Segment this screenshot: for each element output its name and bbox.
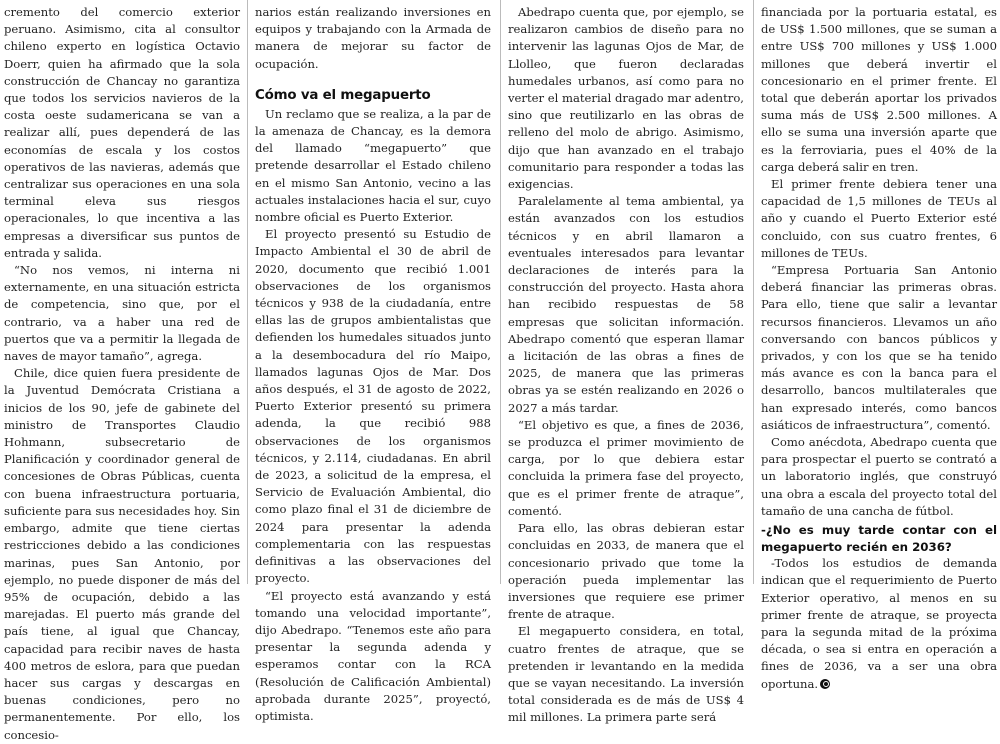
paragraph-text: -Todos los estudios de demanda indican que el requerimiento de Puerto Exterior operativo, al menos en su primer frente de atraque, se proyecta para la segunda mitad de la próxima década, o sea si entra en operación a fines de 2036, va a ser una obra oportuna.: [761, 556, 997, 691]
paragraph-text: Como anécdota, Abedrapo cuenta que para prospectar el puerto se contrató a un laboratorio inglés, que construyó una obra a escala del proyecto total del tamaño de una cancha de fútbol.: [761, 435, 997, 518]
article-paragraph: [4, 365, 240, 743]
paragraph-text: El megapuerto considera, en total, cuatro frentes de atraque, que se pretenden ir levantando en la medida que se vayan necesitando. La inversión total considerada es de más de US$ 4 mil millones. La primera parte será: [508, 624, 744, 725]
paragraph-text: Paralelamente al tema ambiental, ya están avanzados con los estudios técnicos y en abril llamaron a eventuales interesados para levantar declaraciones de interés para la construcción del proyecto. Hasta ahora han recibido respuestas de 58 empresas que solicitan información. Abedrapo comentó que esperan llamar a licitación de las obras a fines de 2025, de manera que las primeras obras ya se estén realizando en 2026 o 2027 a más tardar.: [508, 194, 744, 415]
article-paragraph: [508, 623, 744, 726]
article-paragraph: [761, 434, 997, 520]
article-paragraph: [255, 588, 491, 726]
article-column-3: [508, 4, 744, 725]
paragraph-text: Abedrapo cuenta que, por ejemplo, se realizaron cambios de diseño para no intervenir las lagunas Ojos de Mar, de Llolleo, que fueron declaradas humedales urbanos, así como para no verter el material dragado mar adentro, sino que reutilizarlo en las obras de relleno del molo de abrigo. Asimismo, dijo que han avanzado en el trabajo comunitario para responder a todas las exigencias.: [508, 5, 744, 192]
article-paragraph: [761, 262, 997, 434]
article-paragraph: [4, 262, 240, 365]
article-paragraph: [761, 4, 997, 176]
article-column-2: [255, 4, 491, 723]
paragraph-text: cremento del comercio exterior peruano. Asimismo, cita al consultor chileno experto en logística Octavio Doerr, quien ha afirmado que la sola construcción de Chancay no garantiza que todos los servicios navieros de la costa oeste sudamericana se van a realizar allí, pues dependerá de las economías de escala y los costos operativos de las navieras, además que centralizar sus operaciones en una sola terminal eleva sus riesgos operacionales, lo que incentiva a las empresas a diversificar sus puntos de entrada y salida.: [4, 5, 240, 260]
paragraph-text: “No nos vemos, ni interna ni externamente, en una situación estricta de competencia, sino que, por el contrario, va a haber una red de puertos que va a permitir la llegada de naves de mayor tamaño”, agrega.: [4, 263, 240, 364]
end-of-article-icon: [820, 679, 830, 689]
paragraph-text: “El proyecto está avanzando y está tomando una velocidad importante”, dijo Abedrapo. “Tenemos este año para presentar la segunda adenda y esperamos contar con la RCA (Resolución de Calificación Ambiental) aprobada durante 2025”, proyectó, optimista.: [255, 588, 491, 723]
paragraph-text: “Empresa Portuaria San Antonio deberá financiar las primeras obras. Para ello, tiene que salir a levantar recursos financieros. Llevamos un año conversando con bancos públicos y privados, y con los que se ha tenido más avance es con la banca para el desarrollo, bancos multilaterales que han expresado interés, como bancos asiáticos de infraestructura”, comentó.: [761, 263, 997, 432]
paragraph-text: narios están realizando inversiones en equipos y trabajando con la Armada de manera de mejorar su factor de ocupación.: [255, 5, 491, 71]
article-column-4: [761, 4, 997, 691]
paragraph-text: -¿No es muy tarde contar con el megapuerto recién en 2036?: [761, 523, 997, 554]
column-divider: [247, 0, 248, 584]
paragraph-text: El primer frente debiera tener una capacidad de 1,5 millones de TEUs al año y cuando el Puerto Exterior esté concluido, con sus cuatro frentes, 6 millones de TEUs.: [761, 177, 997, 260]
article-paragraph: [761, 555, 997, 693]
article-paragraph: [4, 4, 240, 262]
paragraph-text: “El objetivo es que, a fines de 2036, se produzca el primer movimiento de carga, por lo que debiera estar concluida la primera fase del proyecto, que es el primer frente de atraque”, comentó.: [508, 417, 744, 518]
paragraph-text: Para ello, las obras debieran estar concluidas en 2033, de manera que el concesionario privado que tome la operación pueda implementar las inversiones que requiere ese primer frente de atraque.: [508, 521, 744, 622]
article-paragraph: [508, 193, 744, 417]
article-paragraph: [508, 4, 744, 193]
paragraph-text: El proyecto presentó su Estudio de Impacto Ambiental el 30 de abril de 2020, documento que recibió 1.001 observaciones de los organismos técnicos y 938 de la ciudadanía, entre ellas las de grupos ambientalistas que defienden los humedales situados junto a la desembocadura del río Maipo, llamados lagunas Ojos de Mar. Dos años después, el 31 de agosto de 2022, Puerto Exterior presentó su primera adenda, la que recibió 988 observaciones de los organismos técnicos, y 2.114, ciudadanas. En abril de 2023, a solicitud de la empresa, el Servicio de Evaluación Ambiental, dio como plazo final el 31 de diciembre de 2024 para presentar la adenda complementaria con las respuestas definitivas a las observaciones del proyecto.: [255, 227, 491, 586]
column-divider: [753, 0, 754, 584]
article-paragraph: [255, 226, 491, 587]
article-paragraph: [255, 4, 491, 73]
article-paragraph: [255, 106, 491, 226]
paragraph-text: financiada por la portuaria estatal, es de US$ 1.500 millones, que se suman a entre US$ 700 millones y US$ 1.000 millones que deberá invertir el concesionario en el primer frente. El total que deberán aportar los privados suma más de US$ 2.500 millones. A ello se suma una inversión aparte que es la ferroviaria, pues el 40% de la carga deberá salir en tren.: [761, 5, 997, 174]
paragraph-text: Chile, dice quien fuera presidente de la Juventud Demócrata Cristiana a inicios de los 90, jefe de gabinete del ministro de Transportes Claudio Hohmann, subsecretario de Planificación y coordinador general de concesiones de Obras Públicas, cuenta con buena infraestructura portuaria, suficiente para sus necesidades hoy. Sin embargo, admite que tiene ciertas restricciones debido a las condiciones marinas, pues San Antonio, por ejemplo, no puede disponer de más del 95% de ocupación, debido a las marejadas. El puerto más grande del país tiene, al igual que Chancay, capacidad para recibir naves de hasta 400 metros de eslora, para que puedan hacer sus cargas y descargas en buenas condiciones, pero no permanentemente. Por ello, los concesio-: [4, 366, 240, 742]
article-paragraph: [508, 417, 744, 520]
interview-question: [761, 522, 997, 555]
paragraph-text: Un reclamo que se realiza, a la par de la amenaza de Chancay, es la demora del llamado “megapuerto” que pretende desarrollar el Estado chileno en el mismo San Antonio, vecino a las actuales instalaciones hacia el sur, cuyo nombre oficial es Puerto Exterior.: [255, 106, 491, 225]
article-paragraph: [508, 520, 744, 623]
article-paragraph: [761, 176, 997, 262]
column-divider: [500, 0, 501, 584]
paragraph-text: Cómo va el megapuerto: [255, 87, 431, 103]
section-heading: [255, 87, 491, 105]
article-column-1: [4, 4, 240, 742]
